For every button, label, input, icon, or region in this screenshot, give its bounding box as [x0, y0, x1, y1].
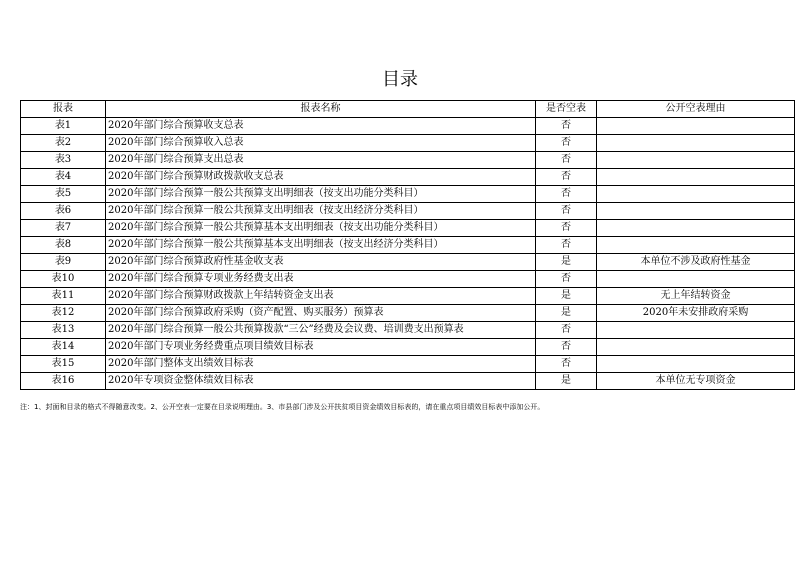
empty-reason-cell: [597, 118, 795, 135]
report-number-cell: 表14: [21, 339, 106, 356]
report-number-cell: 表8: [21, 237, 106, 254]
empty-reason-cell: [597, 203, 795, 220]
empty-reason-cell: [597, 271, 795, 288]
is-empty-cell: 否: [536, 322, 597, 339]
header-report-number: 报表: [21, 101, 106, 118]
is-empty-cell: 否: [536, 203, 597, 220]
report-number-cell: 表12: [21, 305, 106, 322]
header-empty-reason: 公开空表理由: [597, 101, 795, 118]
table-of-contents: [20, 100, 795, 390]
table-row: [21, 271, 795, 288]
report-number-cell: 表15: [21, 356, 106, 373]
report-name-cell: 2020年部门综合预算一般公共预算支出明细表（按支出功能分类科目）: [106, 186, 536, 203]
header-report-name: 报表名称: [106, 101, 536, 118]
table-row: [21, 339, 795, 356]
table-row: [21, 186, 795, 203]
empty-reason-cell: [597, 339, 795, 356]
report-name-cell: 2020年部门综合预算收入总表: [106, 135, 536, 152]
header-is-empty: 是否空表: [536, 101, 597, 118]
is-empty-cell: 是: [536, 254, 597, 271]
table-row: [21, 203, 795, 220]
table-body: [21, 118, 795, 390]
empty-reason-cell: [597, 220, 795, 237]
table-row: [21, 373, 795, 390]
is-empty-cell: 否: [536, 186, 597, 203]
empty-reason-cell: [597, 152, 795, 169]
is-empty-cell: 否: [536, 220, 597, 237]
report-name-cell: 2020年部门综合预算一般公共预算支出明细表（按支出经济分类科目）: [106, 203, 536, 220]
table-row: [21, 356, 795, 373]
report-name-cell: 2020年部门综合预算收支总表: [106, 118, 536, 135]
table-row: [21, 288, 795, 305]
table-row: [21, 305, 795, 322]
table-row: [21, 322, 795, 339]
report-name-cell: 2020年部门综合预算一般公共预算基本支出明细表（按支出经济分类科目）: [106, 237, 536, 254]
table-row: [21, 169, 795, 186]
report-number-cell: 表2: [21, 135, 106, 152]
report-number-cell: 表4: [21, 169, 106, 186]
empty-reason-cell: [597, 135, 795, 152]
is-empty-cell: 否: [536, 135, 597, 152]
table-row: [21, 237, 795, 254]
report-name-cell: 2020年部门综合预算专项业务经费支出表: [106, 271, 536, 288]
report-name-cell: 2020年部门专项业务经费重点项目绩效目标表: [106, 339, 536, 356]
report-name-cell: 2020年专项资金整体绩效目标表: [106, 373, 536, 390]
empty-reason-cell: [597, 169, 795, 186]
report-name-cell: 2020年部门综合预算政府性基金收支表: [106, 254, 536, 271]
empty-reason-cell: 2020年未安排政府采购: [597, 305, 795, 322]
is-empty-cell: 否: [536, 356, 597, 373]
is-empty-cell: 否: [536, 152, 597, 169]
report-number-cell: 表7: [21, 220, 106, 237]
table-row: [21, 118, 795, 135]
is-empty-cell: 是: [536, 305, 597, 322]
report-name-cell: 2020年部门整体支出绩效目标表: [106, 356, 536, 373]
report-name-cell: 2020年部门综合预算政府采购（资产配置、购买服务）预算表: [106, 305, 536, 322]
is-empty-cell: 是: [536, 288, 597, 305]
empty-reason-cell: 本单位无专项资金: [597, 373, 795, 390]
is-empty-cell: 否: [536, 339, 597, 356]
report-number-cell: 表5: [21, 186, 106, 203]
table-header-row: [21, 101, 795, 118]
report-name-cell: 2020年部门综合预算财政拨款上年结转资金支出表: [106, 288, 536, 305]
report-name-cell: 2020年部门综合预算支出总表: [106, 152, 536, 169]
page-title: 目录: [382, 69, 418, 90]
report-number-cell: 表11: [21, 288, 106, 305]
footnote: 注：1、封面和目录的格式不得随意改变。2、公开空表一定要在目录说明理由。3、市县部门涉及公开扶贫项目资金绩效目标表的，请在重点项目绩效目标表中添加公开。: [20, 403, 545, 411]
report-number-cell: 表6: [21, 203, 106, 220]
report-number-cell: 表3: [21, 152, 106, 169]
report-name-cell: 2020年部门综合预算财政拨款收支总表: [106, 169, 536, 186]
report-number-cell: 表13: [21, 322, 106, 339]
table-row: [21, 152, 795, 169]
is-empty-cell: 否: [536, 237, 597, 254]
table-row: [21, 254, 795, 271]
report-name-cell: 2020年部门综合预算一般公共预算拨款“三公”经费及会议费、培训费支出预算表: [106, 322, 536, 339]
empty-reason-cell: 本单位不涉及政府性基金: [597, 254, 795, 271]
is-empty-cell: 否: [536, 271, 597, 288]
empty-reason-cell: 无上年结转资金: [597, 288, 795, 305]
empty-reason-cell: [597, 322, 795, 339]
table-row: [21, 135, 795, 152]
report-number-cell: 表1: [21, 118, 106, 135]
is-empty-cell: 否: [536, 169, 597, 186]
report-number-cell: 表9: [21, 254, 106, 271]
report-name-cell: 2020年部门综合预算一般公共预算基本支出明细表（按支出功能分类科目）: [106, 220, 536, 237]
empty-reason-cell: [597, 237, 795, 254]
empty-reason-cell: [597, 186, 795, 203]
report-number-cell: 表16: [21, 373, 106, 390]
table-row: [21, 220, 795, 237]
is-empty-cell: 否: [536, 118, 597, 135]
is-empty-cell: 是: [536, 373, 597, 390]
report-number-cell: 表10: [21, 271, 106, 288]
empty-reason-cell: [597, 356, 795, 373]
